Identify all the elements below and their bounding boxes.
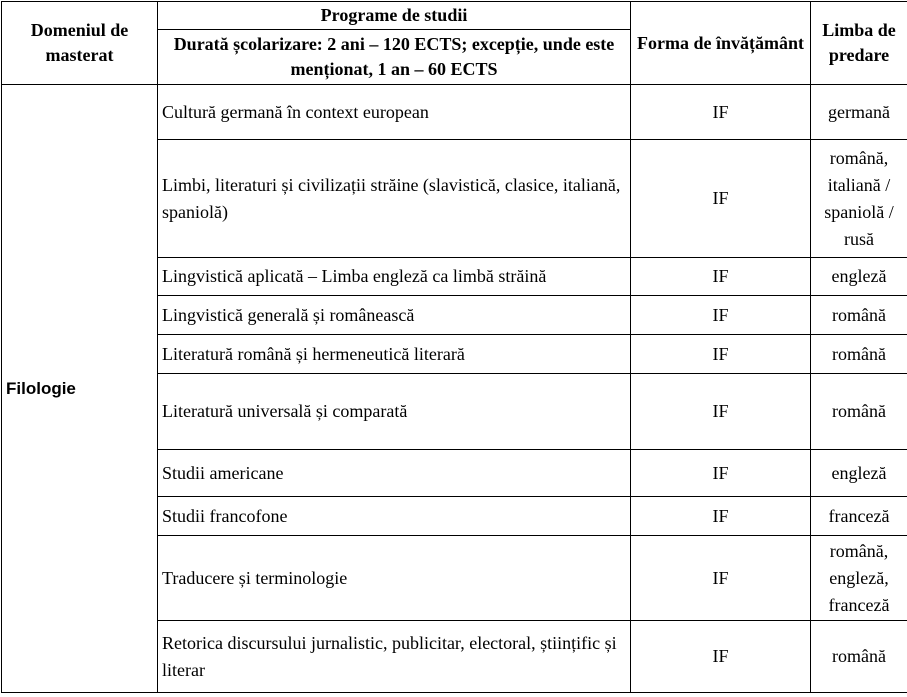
form-cell: IF: [631, 296, 811, 335]
form-cell: IF: [631, 140, 811, 258]
programs-table: [1, 1, 907, 693]
table-row: [2, 85, 907, 140]
language-cell: română: [811, 335, 907, 374]
form-cell: IF: [631, 374, 811, 450]
language-cell: română, engleză, franceză: [811, 536, 907, 621]
program-cell: Limbi, literaturi și civilizații străine (slavistică, clasice, italiană, spaniolă): [158, 140, 631, 258]
language-cell: română: [811, 296, 907, 335]
language-cell: engleză: [811, 450, 907, 497]
program-cell: Studii americane: [158, 450, 631, 497]
header-domain: Domeniul de masterat: [2, 2, 158, 85]
program-cell: Studii francofone: [158, 497, 631, 536]
form-cell: IF: [631, 450, 811, 497]
program-cell: Literatură română și hermeneutică literară: [158, 335, 631, 374]
language-cell: română, italiană / spaniolă / rusă: [811, 140, 907, 258]
header-form: Forma de învățământ: [631, 2, 811, 85]
language-cell: română: [811, 374, 907, 450]
header-programs: Programe de studii: [158, 2, 631, 30]
form-cell: IF: [631, 536, 811, 621]
form-cell: IF: [631, 85, 811, 140]
language-cell: germană: [811, 85, 907, 140]
form-cell: IF: [631, 335, 811, 374]
form-cell: IF: [631, 621, 811, 693]
program-cell: Cultură germană în context european: [158, 85, 631, 140]
program-cell: Literatură universală și comparată: [158, 374, 631, 450]
header-duration: Durată școlarizare: 2 ani – 120 ECTS; excepție, unde este menționat, 1 an – 60 ECTS: [158, 30, 631, 85]
program-cell: Traducere și terminologie: [158, 536, 631, 621]
header-language: Limba de predare: [811, 2, 907, 85]
language-cell: franceză: [811, 497, 907, 536]
form-cell: IF: [631, 497, 811, 536]
domain-cell: Filologie: [2, 85, 158, 693]
program-cell: Retorica discursului jurnalistic, publicitar, electoral, științific și literar: [158, 621, 631, 693]
program-cell: Lingvistică aplicată – Limba engleză ca limbă străină: [158, 258, 631, 296]
language-cell: engleză: [811, 258, 907, 296]
language-cell: română: [811, 621, 907, 693]
form-cell: IF: [631, 258, 811, 296]
program-cell: Lingvistică generală și românească: [158, 296, 631, 335]
